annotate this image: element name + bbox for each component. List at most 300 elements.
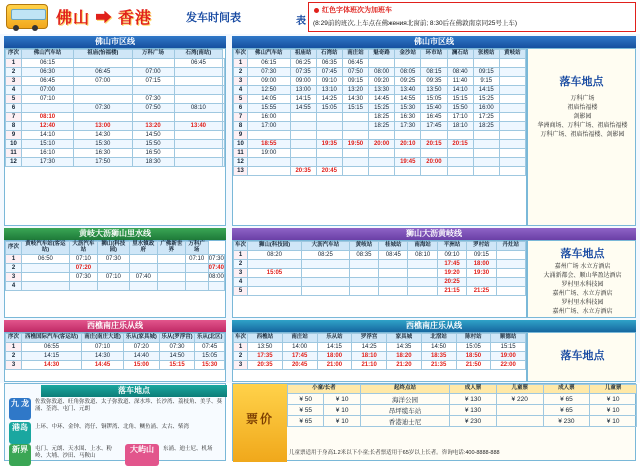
row-number: 10 bbox=[234, 140, 248, 149]
bus-icon bbox=[6, 4, 48, 29]
cell-time bbox=[223, 113, 225, 122]
table-row[interactable] bbox=[6, 361, 225, 370]
cell-time: 14:15 bbox=[317, 343, 352, 352]
cell-time: 9:15 bbox=[473, 77, 499, 86]
table-t3 bbox=[4, 240, 226, 318]
t2-head-col-5: 魁奇路 bbox=[369, 50, 395, 59]
cell-time bbox=[342, 122, 368, 131]
cell-time bbox=[496, 260, 525, 269]
cell-time: 13:50 bbox=[248, 343, 283, 352]
table-row[interactable] bbox=[234, 68, 526, 77]
note-black-text: (8:29前的班次,上车点在佛жения北窗前; 8:30后在佛敦南京同25号上车) bbox=[313, 20, 517, 27]
table-row[interactable] bbox=[6, 149, 225, 158]
cell-time bbox=[174, 77, 223, 86]
drop-list-t4 bbox=[528, 263, 637, 317]
cell-time bbox=[248, 131, 291, 140]
cell-time: 07:30 bbox=[208, 255, 224, 262]
cell-time: 07:15 bbox=[132, 77, 174, 86]
section-title-t6: 西樵南庄乐从线 bbox=[232, 320, 636, 332]
t3-head-col-2: 大沥汽车站 bbox=[69, 242, 97, 255]
row-number: 8 bbox=[6, 122, 22, 131]
cell-time bbox=[22, 281, 70, 290]
cell-time bbox=[223, 140, 225, 149]
cell-time bbox=[499, 68, 525, 77]
row-number: 1 bbox=[6, 254, 22, 263]
cell-time: 06:45 bbox=[73, 68, 132, 77]
cell-time bbox=[290, 131, 316, 140]
cell-time: 15:00 bbox=[123, 361, 159, 370]
row-number: 7 bbox=[6, 113, 22, 122]
cell-time: 17:45 bbox=[437, 260, 466, 269]
table-row[interactable] bbox=[234, 251, 526, 260]
cell-time bbox=[174, 95, 223, 104]
row-number: 3 bbox=[234, 77, 248, 86]
t2-body bbox=[234, 59, 526, 176]
cell-time bbox=[499, 59, 525, 68]
cell-time: 19:20 bbox=[437, 269, 466, 278]
fare-col-adult: 成人票 bbox=[450, 385, 497, 394]
row-number: 4 bbox=[234, 278, 248, 287]
drop-title-t2: 落车地点 bbox=[559, 76, 604, 88]
table-row[interactable] bbox=[234, 343, 526, 352]
cell-time bbox=[157, 263, 185, 272]
cell-time bbox=[132, 86, 174, 95]
cell-time: 14:15 bbox=[22, 352, 82, 361]
cell-time: 20:45 bbox=[316, 167, 342, 176]
cell-time bbox=[174, 140, 223, 149]
cell-time bbox=[499, 104, 525, 113]
cell-time: 18:20 bbox=[387, 352, 422, 361]
t1-col-4: 石湾(南站) bbox=[174, 50, 223, 59]
t5-table bbox=[5, 333, 225, 370]
t2-head-col-2: 祖庙站 bbox=[290, 50, 316, 59]
cell-time bbox=[342, 113, 368, 122]
table-row[interactable] bbox=[234, 140, 526, 149]
table-row[interactable] bbox=[6, 131, 225, 140]
t1-col-1: 佛山汽车站 bbox=[22, 50, 74, 59]
cell-time bbox=[316, 158, 342, 167]
cell-time: 15:50 bbox=[447, 104, 473, 113]
cell-time bbox=[73, 59, 132, 68]
fare-row bbox=[288, 394, 637, 405]
cell-time bbox=[22, 272, 70, 281]
cell-time: 06:35 bbox=[316, 59, 342, 68]
table-row[interactable] bbox=[6, 68, 225, 77]
cell-time: 09:15 bbox=[473, 68, 499, 77]
t2-head-col-0: 车次 bbox=[234, 50, 248, 59]
fare-col-adult2: 成人票 bbox=[543, 385, 590, 394]
cell-time bbox=[223, 59, 225, 68]
cell-time: 20:00 bbox=[369, 140, 395, 149]
fare-row bbox=[288, 416, 637, 427]
t5-head-col-2: 南庄(南庄大道) bbox=[82, 334, 124, 343]
table-row[interactable] bbox=[234, 287, 526, 296]
cell-time bbox=[349, 278, 378, 287]
cell-time bbox=[342, 149, 368, 158]
table-t1 bbox=[4, 48, 226, 226]
cell-time: 14:45 bbox=[82, 361, 124, 370]
t6-head-col-0: 车次 bbox=[234, 334, 248, 343]
t5-header-row bbox=[6, 334, 225, 343]
cell-time bbox=[395, 59, 421, 68]
table-t6 bbox=[232, 332, 527, 382]
cell-time: 17:30 bbox=[22, 158, 74, 167]
cell-time bbox=[499, 140, 525, 149]
table-t2 bbox=[232, 48, 527, 226]
t3-head-col-4: 里水镇政府 bbox=[129, 242, 157, 255]
cell-time: 15:50 bbox=[132, 140, 174, 149]
t4-head-col-5: 南海站 bbox=[408, 242, 437, 251]
fare-cell: 昂坪缆车站 bbox=[360, 405, 449, 416]
table-row[interactable] bbox=[234, 352, 526, 361]
cell-time bbox=[395, 149, 421, 158]
cell-time bbox=[473, 131, 499, 140]
cell-time: 14:40 bbox=[123, 352, 159, 361]
cell-time: 09:00 bbox=[248, 77, 291, 86]
fare-cell: ¥ 10 bbox=[324, 394, 360, 405]
row-number: 12 bbox=[234, 158, 248, 167]
cell-time bbox=[22, 104, 74, 113]
table-row[interactable] bbox=[234, 361, 526, 370]
cell-time: 14:10 bbox=[22, 131, 74, 140]
cell-time: 06:50 bbox=[22, 254, 70, 263]
drop-item: 嘉州广场 水立方酒店 bbox=[554, 264, 611, 270]
table-row[interactable] bbox=[234, 158, 526, 167]
cell-time bbox=[473, 158, 499, 167]
cell-time: 15:30 bbox=[73, 140, 132, 149]
cell-time: 12:50 bbox=[248, 86, 291, 95]
table-t4 bbox=[232, 240, 527, 318]
drop-item: 祖庙怡福楼 bbox=[567, 105, 598, 111]
cell-time: 08:00 bbox=[369, 68, 395, 77]
cell-time bbox=[290, 158, 316, 167]
cell-time bbox=[342, 158, 368, 167]
cell-time bbox=[174, 158, 223, 167]
cell-time: 15:40 bbox=[421, 104, 447, 113]
cell-time: 21:10 bbox=[352, 361, 387, 370]
fare-cell: ¥ 10 bbox=[590, 416, 637, 427]
cell-time bbox=[185, 272, 208, 281]
cell-time bbox=[496, 278, 525, 287]
cell-time bbox=[499, 167, 525, 176]
drop-item: 万科广场、祖庙怡福楼、剑影园 bbox=[540, 132, 625, 138]
fare-cell: 海洋公园 bbox=[360, 394, 449, 405]
cell-time: 15:05 bbox=[195, 352, 225, 361]
kowloon-stops: 佐敦弥敦道、旺角弥敦道、太子弥敦道、深水埗、长沙湾、荔枝角、美孚、葵涌、荃湾、屯门、元朗 bbox=[35, 399, 223, 413]
t1-col-3: 万科广场 bbox=[132, 50, 174, 59]
cell-time: 08:25 bbox=[301, 251, 349, 260]
cell-time bbox=[290, 149, 316, 158]
table-row[interactable] bbox=[234, 95, 526, 104]
drop-panel-t2 bbox=[527, 48, 636, 226]
cell-time: 06:45 bbox=[22, 77, 74, 86]
drop-title-t4: 落车地点 bbox=[560, 248, 605, 260]
cell-time bbox=[301, 260, 349, 269]
table-row[interactable] bbox=[234, 131, 526, 140]
table-row[interactable] bbox=[234, 167, 526, 176]
table-row[interactable] bbox=[234, 113, 526, 122]
cell-time: 21:50 bbox=[456, 361, 491, 370]
cell-time: 07:50 bbox=[342, 68, 368, 77]
cell-time bbox=[408, 278, 437, 287]
cell-time bbox=[395, 131, 421, 140]
cell-time bbox=[223, 149, 225, 158]
table-row[interactable] bbox=[234, 278, 526, 287]
cell-time bbox=[223, 131, 225, 140]
cell-time bbox=[499, 77, 525, 86]
cell-time bbox=[185, 281, 208, 290]
table-row[interactable] bbox=[6, 95, 225, 104]
cell-time: 20:25 bbox=[437, 278, 466, 287]
drop-item: 大涌新都会、顺山华盈达酒店 bbox=[543, 273, 622, 279]
cell-time bbox=[248, 278, 302, 287]
cell-time: 14:35 bbox=[387, 343, 422, 352]
cell-time bbox=[132, 59, 174, 68]
cell-time: 18:10 bbox=[447, 122, 473, 131]
cell-time: 20:00 bbox=[421, 158, 447, 167]
cell-time bbox=[379, 278, 408, 287]
fare-cell: 香港迪士尼 bbox=[360, 416, 449, 427]
fare-col-child2: 儿童票 bbox=[496, 385, 543, 394]
row-number: 2 bbox=[6, 68, 22, 77]
table-row[interactable] bbox=[234, 86, 526, 95]
table-row[interactable] bbox=[234, 260, 526, 269]
t4-head-col-8: 丹灶站 bbox=[496, 242, 525, 251]
t3-body bbox=[6, 254, 225, 290]
t6-head-col-8: 顺德站 bbox=[491, 334, 526, 343]
cell-time: 18:00 bbox=[317, 352, 352, 361]
cell-time bbox=[223, 68, 225, 77]
table-row[interactable] bbox=[6, 281, 225, 290]
cell-time: 20:45 bbox=[282, 361, 317, 370]
tag-kowloon: 九 龙 bbox=[9, 398, 31, 420]
tag-hkisland: 港岛 bbox=[9, 422, 31, 444]
t3-table bbox=[5, 241, 225, 291]
table-row[interactable] bbox=[6, 254, 225, 263]
table-row[interactable] bbox=[234, 104, 526, 113]
row-number: 2 bbox=[234, 68, 248, 77]
drop-panel-t6 bbox=[527, 332, 636, 382]
fare-panel bbox=[232, 383, 636, 461]
drop-title-t6: 落车地点 bbox=[560, 350, 605, 362]
cell-time: 09:00 bbox=[290, 77, 316, 86]
t2-head-col-10: 黄岐站 bbox=[499, 50, 525, 59]
cell-time: 19:35 bbox=[316, 140, 342, 149]
cell-time bbox=[129, 281, 157, 290]
table-row[interactable] bbox=[6, 263, 225, 272]
cell-time: 13:40 bbox=[174, 122, 223, 131]
cell-time bbox=[496, 251, 525, 260]
cell-time: 06:30 bbox=[22, 68, 74, 77]
fare-col-child3: 儿童票 bbox=[590, 385, 637, 394]
t4-header-row bbox=[234, 242, 526, 251]
cell-time: 15:30 bbox=[195, 361, 225, 370]
cell-time: 19:00 bbox=[491, 352, 526, 361]
row-number: 11 bbox=[6, 149, 22, 158]
table-row[interactable] bbox=[234, 59, 526, 68]
cell-time bbox=[290, 122, 316, 131]
cell-time: 20:15 bbox=[447, 140, 473, 149]
row-number: 10 bbox=[6, 140, 22, 149]
cell-time: 17:50 bbox=[73, 158, 132, 167]
cell-time: 09:15 bbox=[467, 251, 496, 260]
cell-time bbox=[248, 260, 302, 269]
cell-time bbox=[369, 149, 395, 158]
table-row[interactable] bbox=[6, 122, 225, 131]
t2-head-col-8: 澜石站 bbox=[447, 50, 473, 59]
cell-time: 15:05 bbox=[456, 343, 491, 352]
t4-head-col-6: 平洲站 bbox=[437, 242, 466, 251]
cell-time bbox=[223, 95, 225, 104]
table-row[interactable] bbox=[6, 77, 225, 86]
cell-time: 11:40 bbox=[447, 77, 473, 86]
cell-time: 09:20 bbox=[369, 77, 395, 86]
table-row[interactable] bbox=[6, 113, 225, 122]
cell-time bbox=[73, 86, 132, 95]
cell-time: 07:10 bbox=[22, 95, 74, 104]
tag-lantau: 大屿山 bbox=[125, 444, 159, 466]
cell-time: 16:10 bbox=[22, 149, 74, 158]
cell-time bbox=[223, 158, 225, 167]
row-number: 5 bbox=[234, 95, 248, 104]
cell-time: 21:25 bbox=[467, 287, 496, 296]
cell-time: 07:00 bbox=[73, 77, 132, 86]
table-row[interactable] bbox=[6, 59, 225, 68]
cell-time bbox=[22, 263, 70, 272]
row-number: 7 bbox=[234, 113, 248, 122]
cell-time bbox=[447, 149, 473, 158]
table-row[interactable] bbox=[6, 158, 225, 167]
cell-time: 09:10 bbox=[437, 251, 466, 260]
cell-time: 18:10 bbox=[352, 352, 387, 361]
cell-time: 14:15 bbox=[290, 95, 316, 104]
table-row[interactable] bbox=[234, 122, 526, 131]
table-row[interactable] bbox=[234, 77, 526, 86]
t4-head-col-2: 大沥汽车站 bbox=[301, 242, 349, 251]
t4-head-col-1: 狮山(科技园) bbox=[248, 242, 302, 251]
row-number: 4 bbox=[6, 86, 22, 95]
cell-time bbox=[349, 260, 378, 269]
drop-item: 罗村里水科技园 bbox=[561, 300, 604, 306]
drop-item: 华洲商场、万科广场、祖庙怡福楼 bbox=[537, 123, 628, 129]
t5-head-col-0: 序次 bbox=[6, 334, 22, 343]
cell-time: 14:25 bbox=[352, 343, 387, 352]
cell-time: 15:05 bbox=[248, 269, 302, 278]
cell-time bbox=[248, 158, 291, 167]
t6-head-col-5: 家具城 bbox=[387, 334, 422, 343]
row-number: 4 bbox=[6, 281, 22, 290]
cell-time: 09:15 bbox=[342, 77, 368, 86]
t6-head-col-2: 南庄站 bbox=[282, 334, 317, 343]
cell-time bbox=[369, 131, 395, 140]
fare-table bbox=[287, 384, 637, 427]
cell-time: 16:30 bbox=[73, 149, 132, 158]
fare-body bbox=[288, 394, 637, 427]
cell-time: 12:40 bbox=[22, 122, 74, 131]
cell-time: 21:20 bbox=[387, 361, 422, 370]
cell-time: 07:00 bbox=[22, 86, 74, 95]
page-subtitle: 发车时间表 bbox=[186, 12, 241, 24]
table-row[interactable] bbox=[234, 149, 526, 158]
cell-time: 07:30 bbox=[132, 95, 174, 104]
cell-time: 07:10 bbox=[97, 272, 129, 281]
cell-time bbox=[447, 167, 473, 176]
cell-time bbox=[447, 59, 473, 68]
t4-head-col-0: 车次 bbox=[234, 242, 248, 251]
banner bbox=[0, 0, 640, 34]
cell-time bbox=[129, 254, 157, 263]
cell-time: 07:45 bbox=[316, 68, 342, 77]
cell-time: 14:55 bbox=[395, 95, 421, 104]
cell-time: 07:45 bbox=[195, 343, 225, 352]
row-number: 8 bbox=[234, 122, 248, 131]
cell-time bbox=[316, 113, 342, 122]
row-number: 9 bbox=[234, 131, 248, 140]
fare-title: 票价 bbox=[233, 384, 287, 462]
fare-cell: ¥ 130 bbox=[450, 394, 497, 405]
table-t5 bbox=[4, 332, 226, 382]
cell-time bbox=[496, 269, 525, 278]
t6-head-col-6: 北滘站 bbox=[421, 334, 456, 343]
table-row[interactable] bbox=[234, 269, 526, 278]
cell-time: 13:10 bbox=[316, 86, 342, 95]
cell-time: 14:25 bbox=[316, 95, 342, 104]
cell-time bbox=[223, 86, 225, 95]
cell-time bbox=[223, 122, 225, 131]
page-title: 佛山 ➡ 香港 bbox=[56, 10, 152, 27]
cell-time: 18:35 bbox=[421, 352, 456, 361]
cell-time bbox=[73, 95, 132, 104]
note-red-text bbox=[315, 5, 392, 15]
cell-time bbox=[421, 149, 447, 158]
cell-time bbox=[499, 131, 525, 140]
cell-time: 14:55 bbox=[290, 104, 316, 113]
cell-time bbox=[301, 269, 349, 278]
cell-time: 20:35 bbox=[290, 167, 316, 176]
t2-head-col-1: 佛山汽车站 bbox=[248, 50, 291, 59]
cell-time bbox=[290, 113, 316, 122]
table-row[interactable] bbox=[6, 272, 225, 281]
fare-cell: ¥ 10 bbox=[590, 405, 637, 416]
cell-time bbox=[97, 263, 129, 272]
cell-time: 18:00 bbox=[467, 260, 496, 269]
cell-time bbox=[408, 287, 437, 296]
cell-time bbox=[174, 131, 223, 140]
cell-time: 17:30 bbox=[395, 122, 421, 131]
table-row[interactable] bbox=[6, 343, 225, 352]
t3-head-col-5: 广佛新世界 bbox=[157, 242, 185, 255]
cell-time: 15:25 bbox=[369, 104, 395, 113]
table-row[interactable] bbox=[6, 140, 225, 149]
fare-cell: ¥ 50 bbox=[288, 394, 324, 405]
row-number: 6 bbox=[6, 104, 22, 113]
table-row[interactable] bbox=[6, 352, 225, 361]
table-row[interactable] bbox=[6, 86, 225, 95]
cell-time: 17:35 bbox=[248, 352, 283, 361]
cell-time bbox=[499, 95, 525, 104]
cell-time: 07:30 bbox=[69, 272, 97, 281]
cell-time: 07:10 bbox=[82, 343, 124, 352]
section-title-t1: 佛山市区线 bbox=[4, 36, 226, 48]
cell-time: 13:00 bbox=[73, 122, 132, 131]
row-number: 1 bbox=[234, 59, 248, 68]
bottom-bar bbox=[0, 383, 640, 465]
cell-time: 19:50 bbox=[342, 140, 368, 149]
cell-time: 16:45 bbox=[421, 113, 447, 122]
cell-time: 19:30 bbox=[467, 269, 496, 278]
cell-time: 13:30 bbox=[369, 86, 395, 95]
table-row[interactable] bbox=[6, 104, 225, 113]
